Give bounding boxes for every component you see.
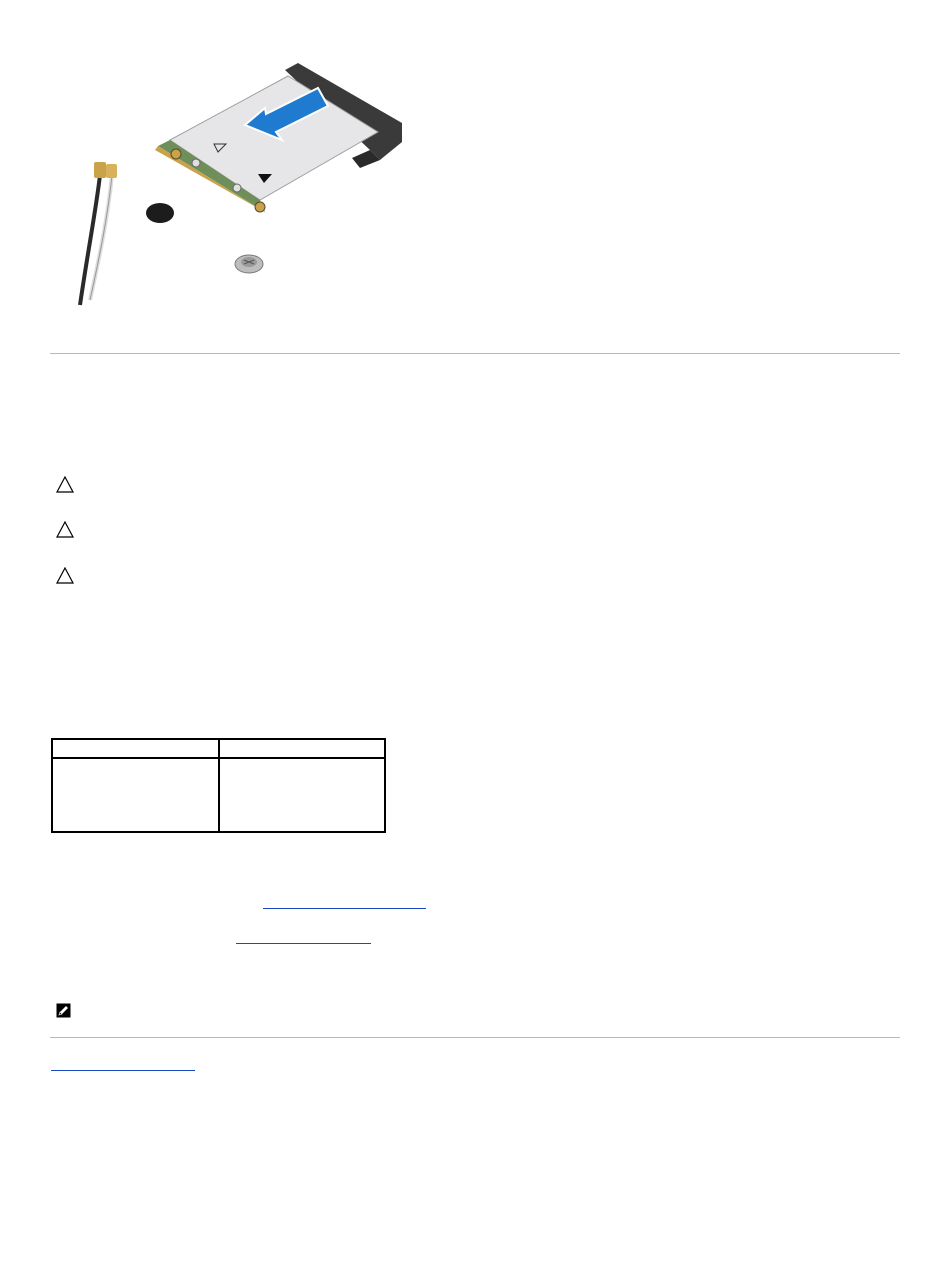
section-divider-bottom [50, 1037, 900, 1038]
screw [235, 255, 263, 273]
back-to-contents-link[interactable] [51, 1070, 195, 1071]
table-cell [52, 758, 219, 832]
mini-card-removal-illustration [60, 50, 420, 320]
caution-triangle-icon [56, 521, 74, 538]
caution-triangle-icon [56, 567, 74, 584]
antenna-cables [80, 162, 117, 305]
note-pencil-icon [56, 1003, 71, 1018]
rubber-spacer [146, 203, 174, 223]
spec-table [51, 738, 386, 833]
cross-reference-link[interactable] [236, 943, 371, 944]
cross-reference-link[interactable] [263, 908, 426, 909]
section-divider-top [50, 353, 900, 354]
table-header-row [52, 739, 385, 758]
table-row [52, 758, 385, 832]
caution-triangle-icon [56, 476, 74, 493]
table-cell [219, 758, 386, 832]
table-header-cell [219, 739, 386, 758]
table-header-cell [52, 739, 219, 758]
